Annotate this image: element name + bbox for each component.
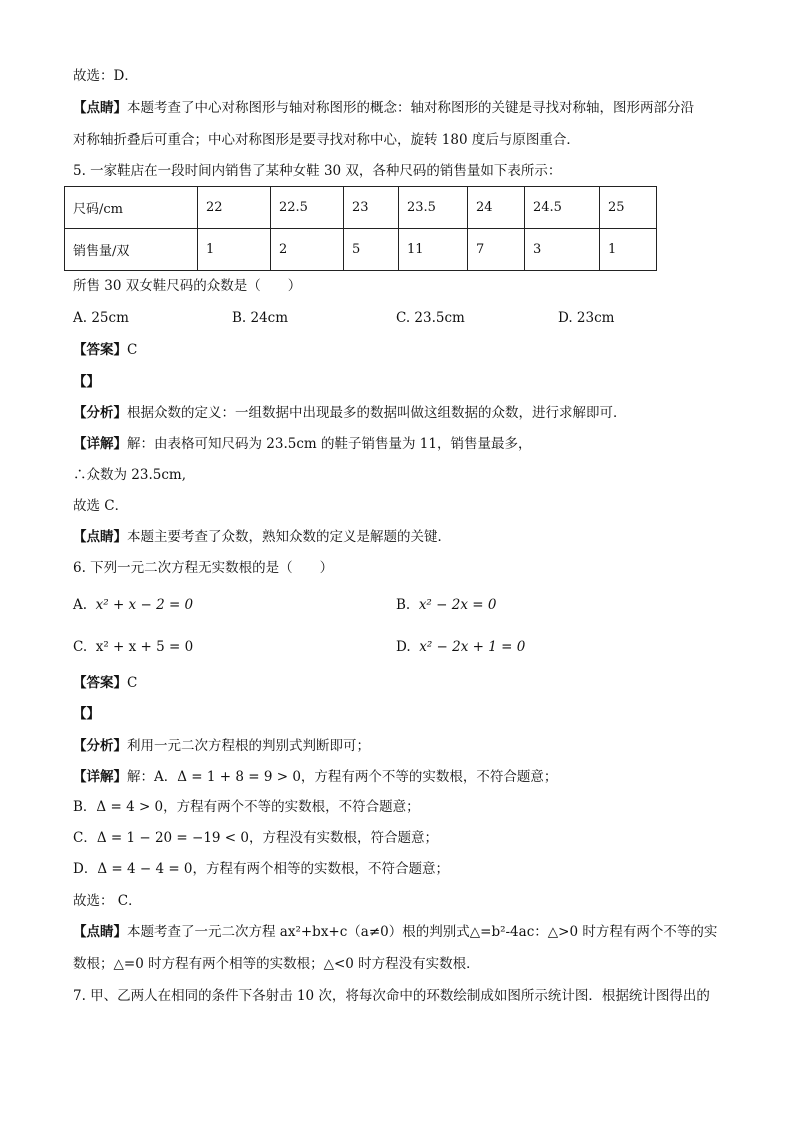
detail-line (73, 767, 557, 787)
option-d: D. 23cm (558, 310, 615, 326)
table-cell: 尺码/cm (65, 187, 198, 229)
question-stem: 5. 一家鞋店在一段时间内销售了某种女鞋 30 双，各种尺码的销售量如下表所示： (73, 163, 562, 179)
detail-tag: 【详解】 (73, 769, 127, 785)
comment-text: 本题考查了中心对称图形与轴对称图形的概念：轴对称图形的关键是寻找对称轴，图形两部分沿 (127, 100, 694, 116)
comment-tag: 【点睛】 (73, 924, 127, 940)
option-label: B. (396, 597, 411, 613)
comment-line: 对称轴折叠后可重合；中心对称图形是要寻找对称中心，旋转 180 度后与原图重合． (73, 132, 580, 148)
table-cell: 24.5 (525, 187, 600, 229)
option-label: C. (73, 639, 88, 655)
table-cell: 1 (600, 229, 657, 271)
option-b (396, 595, 496, 615)
blank-tag: 【】 (73, 706, 100, 722)
detail-text: 解：由表格可知尺码为 23.5cm 的鞋子销售量为 11，销售量最多， (127, 436, 532, 452)
table-cell: 24 (468, 187, 525, 229)
table-row (65, 229, 657, 271)
comment-line (73, 922, 717, 942)
option-b: B. 24cm (232, 310, 289, 326)
analysis-text: 根据众数的定义：一组数据中出现最多的数据叫做这组数据的众数，进行求解即可． (127, 405, 627, 421)
choice-line: 故选 C． (73, 498, 129, 514)
answer-tag: 【答案】 (73, 675, 127, 691)
detail-line: B．Δ = 4 > 0，方程有两个不等的实数根，不符合题意； (73, 799, 420, 815)
analysis-line (73, 736, 370, 756)
option-a: A. 25cm (73, 310, 129, 326)
choice-line: 故选： C． (73, 893, 142, 909)
table-cell: 23 (344, 187, 399, 229)
question-stem: 6. 下列一元二次方程无实数根的是（ ） (73, 560, 334, 576)
table-row (65, 187, 657, 229)
question-prompt: 所售 30 双女鞋尺码的众数是（ ） (73, 278, 302, 294)
option-c (73, 637, 193, 657)
table-cell: 22 (198, 187, 271, 229)
table-cell: 22.5 (271, 187, 344, 229)
answer-value: C (127, 342, 138, 358)
table-cell: 23.5 (399, 187, 468, 229)
equation: x² − 2x = 0 (418, 597, 497, 613)
table-cell: 25 (600, 187, 657, 229)
answer-line (73, 673, 137, 693)
option-label: A. (73, 597, 88, 613)
answer-value: C (127, 675, 138, 691)
equation: x² + x + 5 = 0 (95, 639, 194, 655)
detail-tag: 【详解】 (73, 436, 127, 452)
table-cell: 5 (344, 229, 399, 271)
detail-line (73, 434, 531, 454)
table-cell: 销售量/双 (65, 229, 198, 271)
analysis-text: 利用一元二次方程根的判别式判断即可； (127, 738, 370, 754)
table-cell: 1 (198, 229, 271, 271)
blank-tag: 【】 (73, 374, 100, 390)
analysis-tag: 【分析】 (73, 738, 127, 754)
detail-line: D．Δ = 4 − 4 = 0，方程有两个相等的实数根，不符合题意； (73, 861, 450, 877)
detail-text: 解：A．Δ = 1 + 8 = 9 > 0，方程有两个不等的实数根，不符合题意； (127, 769, 558, 785)
analysis-tag: 【分析】 (73, 405, 127, 421)
table-cell: 3 (525, 229, 600, 271)
comment-text: 本题考查了一元二次方程 ax²+bx+c（a≠0）根的判别式△=b²-4ac：△>0 时方程有两个不等的实 (127, 924, 718, 940)
detail-line: ∴众数为 23.5cm, (73, 467, 187, 483)
answer-line (73, 340, 137, 360)
option-label: D. (396, 639, 411, 655)
analysis-line (73, 403, 627, 423)
comment-line (73, 98, 694, 118)
answer-tag: 【答案】 (73, 342, 127, 358)
table-cell: 2 (271, 229, 344, 271)
comment-text: 本题主要考查了众数，熟知众数的定义是解题的关键． (127, 529, 451, 545)
comment-line (73, 527, 451, 547)
table-cell: 11 (399, 229, 468, 271)
question-stem: 7. 甲、乙两人在相同的条件下各射击 10 次，将每次命中的环数绘制成如图所示统计图．根据统计图得出的 (73, 988, 710, 1004)
comment-tag: 【点睛】 (73, 529, 127, 545)
choice-line: 故选：D． (73, 68, 138, 84)
table-cell: 7 (468, 229, 525, 271)
option-d (396, 637, 525, 657)
option-a (73, 595, 193, 615)
equation: x² + x − 2 = 0 (95, 597, 194, 613)
comment-tag: 【点睛】 (73, 100, 127, 116)
equation: x² − 2x + 1 = 0 (419, 639, 526, 655)
comment-line: 数根；△=0 时方程有两个相等的实数根；△<0 时方程没有实数根． (73, 956, 480, 972)
size-sales-table (64, 186, 657, 271)
option-c: C. 23.5cm (396, 310, 465, 326)
detail-line: C．Δ = 1 − 20 = −19 < 0，方程没有实数根，符合题意； (73, 830, 439, 846)
